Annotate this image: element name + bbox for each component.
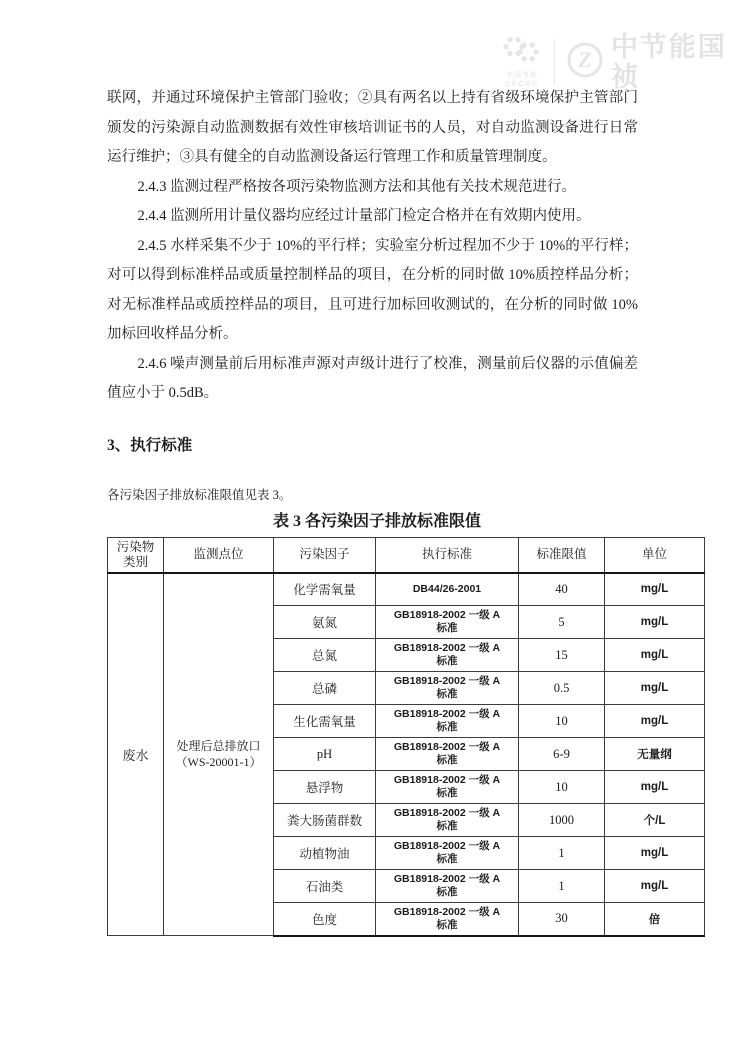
section-heading: 3、执行标准 xyxy=(107,436,193,454)
cell-unit: mg/L xyxy=(605,705,705,738)
cell-limit: 1 xyxy=(519,870,605,903)
cell-factor: 生化需氧量 xyxy=(274,705,376,738)
cell-standard: GB18918-2002 一级 A 标准 xyxy=(376,606,519,639)
cell-limit: 1 xyxy=(519,837,605,870)
table-row xyxy=(108,573,705,606)
cell-limit: 6-9 xyxy=(519,738,605,771)
cell-standard: DB44/26-2001 xyxy=(376,573,519,606)
cecep-circle-z-logo-icon xyxy=(565,40,605,85)
table-reference-note: 各污染因子排放标准限值见表 3。 xyxy=(107,487,292,502)
cell-factor: 氨氮 xyxy=(274,606,376,639)
cell-unit: mg/L xyxy=(605,837,705,870)
cell-factor: 总磷 xyxy=(274,672,376,705)
cell-factor: 化学需氧量 xyxy=(274,573,376,606)
cell-factor: pH xyxy=(274,738,376,771)
cell-limit: 5 xyxy=(519,606,605,639)
cell-limit: 1000 xyxy=(519,804,605,837)
cell-standard: GB18918-2002 一级 A 标准 xyxy=(376,804,519,837)
table-header-row xyxy=(108,537,705,573)
header-unit: 单位 xyxy=(605,537,705,573)
cell-limit: 10 xyxy=(519,771,605,804)
cell-limit: 0.5 xyxy=(519,672,605,705)
cell-standard: GB18918-2002 一级 A 标准 xyxy=(376,771,519,804)
cell-unit: mg/L xyxy=(605,771,705,804)
paragraph-2-4-6: 2.4.6 噪声测量前后用标准声源对声级计进行了校准，测量前后仪器的示值偏差值应小于 0.5dB。 xyxy=(107,355,638,401)
cell-category: 废水 xyxy=(108,573,164,936)
cell-factor: 石油类 xyxy=(274,870,376,903)
cell-factor: 色度 xyxy=(274,903,376,936)
cell-unit: mg/L xyxy=(605,672,705,705)
cell-limit: 40 xyxy=(519,573,605,606)
guozhen-mark xyxy=(565,32,743,92)
table-title: 表 3 各污染因子排放标准限值 xyxy=(272,512,481,530)
cecep-en-label: CECEP xyxy=(504,81,540,88)
header-standard-limit: 标准限值 xyxy=(519,537,605,573)
header-monitoring-site: 监测点位 xyxy=(164,537,274,573)
cell-standard: GB18918-2002 一级 A 标准 xyxy=(376,837,519,870)
paragraph-2-4-5: 2.4.5 水样采集不少于 10%的平行样；实验室分析过程加不少于 10%的平行样；对可以得到标准样品或质量控制样品的项目，在分析的同时做 10%质控样品分析；对无标准样品或质控样品的项目，且可进行加标回收测试的，在分析的同时做 10%加标回收样品分析。 xyxy=(107,237,638,342)
cell-standard: GB18918-2002 一级 A 标准 xyxy=(376,639,519,672)
cell-standard: GB18918-2002 一级 A 标准 xyxy=(376,903,519,936)
company-name-label: 中节能国祯 xyxy=(610,32,727,92)
site-name: 处理后总排放口 xyxy=(176,739,261,754)
cell-unit: mg/L xyxy=(605,606,705,639)
cell-standard: GB18918-2002 一级 A 标准 xyxy=(376,705,519,738)
svg-text:Z: Z xyxy=(578,46,592,72)
cell-factor: 动植物油 xyxy=(274,837,376,870)
cecep-cn-label: 中国节能 xyxy=(506,72,538,79)
header-pollutant-category: 污染物类别 xyxy=(108,537,164,573)
cell-factor: 悬浮物 xyxy=(274,771,376,804)
logo-divider xyxy=(554,39,555,85)
cell-unit: 倍 xyxy=(605,903,705,936)
cell-unit: mg/L xyxy=(605,573,705,606)
cell-unit: 无量纲 xyxy=(605,738,705,771)
site-code: （WS-20001-1） xyxy=(175,755,262,770)
document-body xyxy=(107,84,672,937)
cell-standard: GB18918-2002 一级 A 标准 xyxy=(376,672,519,705)
cell-unit: 个/L xyxy=(605,804,705,837)
cell-monitoring-site xyxy=(164,573,274,936)
standards-table-wrap xyxy=(107,537,672,937)
cell-unit: mg/L xyxy=(605,870,705,903)
paragraph-continuation: 联网，并通过环境保护主管部门验收；②具有两名以上持有省级环境保护主管部门颁发的污染源自动监测数据有效性审核培训证书的人员，对自动监测设备进行日常运行维护；③具有健全的自动监测设备运行管理工作和质量管理制度。 xyxy=(107,90,638,165)
standards-table xyxy=(107,537,705,937)
cell-factor: 总氮 xyxy=(274,639,376,672)
header-pollution-factor: 污染因子 xyxy=(274,537,376,573)
paragraph-2-4-3: 2.4.3 监测过程严格按各项污染物监测方法和其他有关技术规范进行。 xyxy=(137,178,577,195)
cell-limit: 15 xyxy=(519,639,605,672)
header-executed-standard: 执行标准 xyxy=(376,537,519,573)
cecep-dots-logo-icon xyxy=(500,35,544,72)
company-logo xyxy=(500,32,743,92)
cell-standard: GB18918-2002 一级 A 标准 xyxy=(376,870,519,903)
cecep-group-mark xyxy=(500,35,544,89)
cell-factor: 粪大肠菌群数 xyxy=(274,804,376,837)
cell-limit: 10 xyxy=(519,705,605,738)
cell-limit: 30 xyxy=(519,903,605,936)
cell-standard: GB18918-2002 一级 A 标准 xyxy=(376,738,519,771)
paragraph-2-4-4: 2.4.4 监测所用计量仪器均应经过计量部门检定合格并在有效期内使用。 xyxy=(137,208,591,224)
cell-unit: mg/L xyxy=(605,639,705,672)
